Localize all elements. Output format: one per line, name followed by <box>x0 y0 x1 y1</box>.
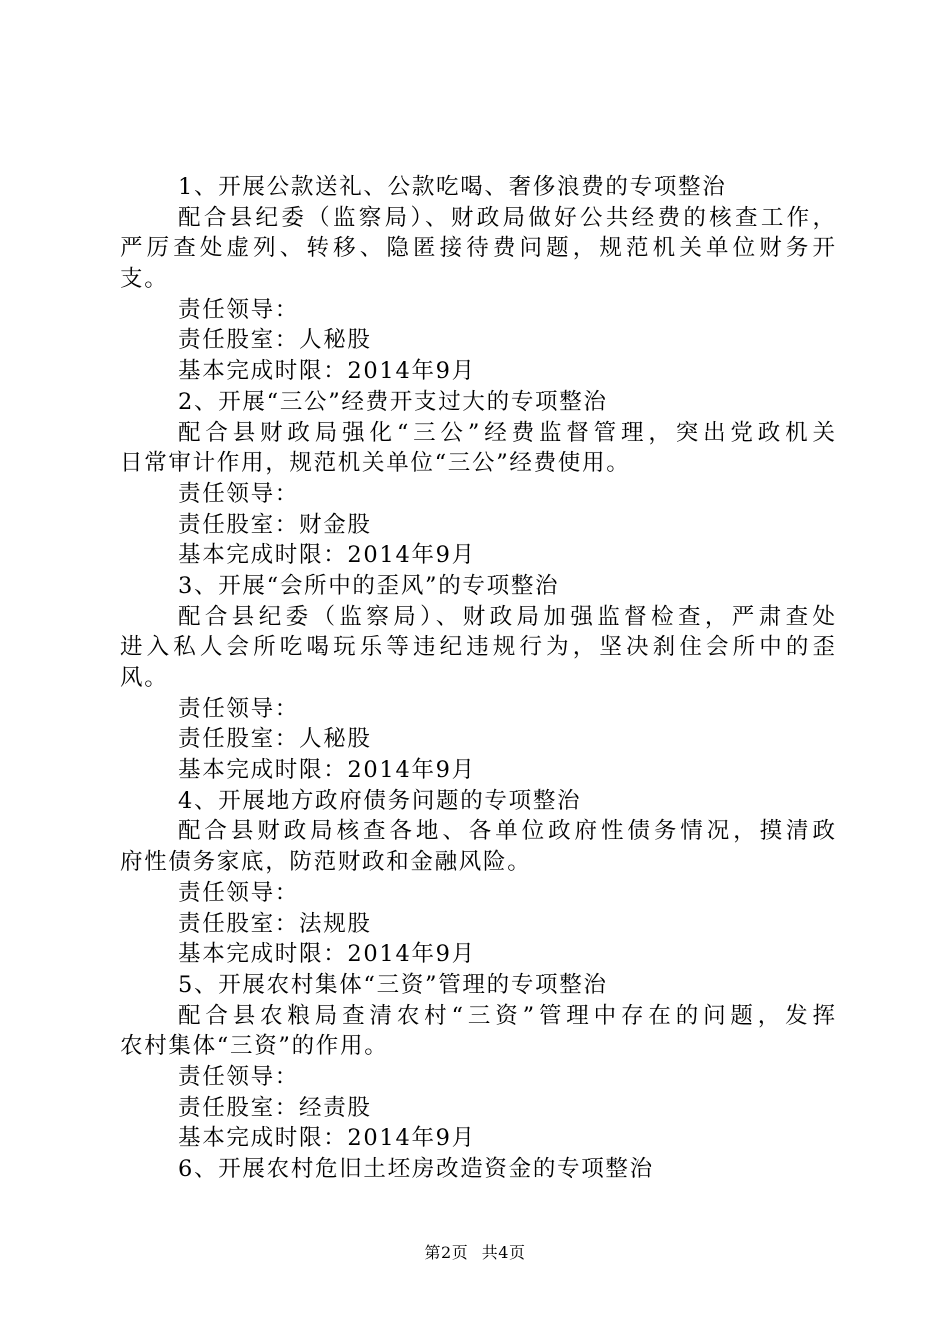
text-line: 2、开展“三公”经费开支过大的专项整治 <box>178 388 608 415</box>
text-line: 基本完成时限：2014年9月 <box>178 542 476 569</box>
text-line: 日常审计作用，规范机关单位“三公”经费使用。 <box>120 450 631 477</box>
page-number: 第2页 <box>424 1243 469 1262</box>
text-line: 责任领导： <box>178 296 300 323</box>
text-line: 责任股室：经责股 <box>178 1094 372 1121</box>
text-line: 1、开展公款送礼、公款吃喝、奢侈浪费的专项整治 <box>178 174 727 200</box>
text-line: 基本完成时限：2014年9月 <box>178 358 476 385</box>
text-line: 4、开展地方政府债务问题的专项整治 <box>178 787 582 814</box>
text-line: 基本完成时限：2014年9月 <box>178 1125 476 1152</box>
text-line: 风。 <box>120 665 169 691</box>
text-line: 责任股室：人秘股 <box>178 327 372 354</box>
text-line: 支。 <box>120 266 169 293</box>
page-total: 共4页 <box>481 1243 526 1262</box>
text-line: 严厉查处虚列、转移、隐匿接待费问题，规范机关单位财务开 <box>120 235 835 262</box>
text-line: 配合县农粮局查清农村“三资”管理中存在的问题，发挥 <box>178 1002 835 1029</box>
text-line: 基本完成时限：2014年9月 <box>178 757 476 784</box>
text-line: 责任股室：人秘股 <box>178 726 372 753</box>
text-line: 责任股室：财金股 <box>178 511 372 538</box>
text-line: 配合县纪委（监察局）、财政局做好公共经费的核查工作， <box>178 204 835 231</box>
text-line: 责任领导： <box>178 480 300 507</box>
text-line: 基本完成时限：2014年9月 <box>178 941 476 968</box>
text-line: 责任领导： <box>178 879 300 906</box>
text-line: 府性债务家底，防范财政和金融风险。 <box>120 849 532 876</box>
text-line: 6、开展农村危旧土坯房改造资金的专项整治 <box>178 1156 654 1182</box>
document-body <box>120 172 835 1185</box>
text-line: 配合县纪委（监察局）、财政局加强监督检查，严肃查处 <box>178 603 835 630</box>
text-line: 责任领导： <box>178 1063 300 1090</box>
text-line: 配合县财政局核查各地、各单位政府性债务情况，摸清政 <box>178 818 835 845</box>
text-line: 配合县财政局强化“三公”经费监督管理，突出党政机关 <box>178 419 835 446</box>
text-line: 责任领导： <box>178 695 300 722</box>
text-line: 责任股室：法规股 <box>178 910 372 937</box>
text-line: 进入私人会所吃喝玩乐等违纪违规行为，坚决刹住会所中的歪 <box>120 634 835 661</box>
page-footer <box>0 1243 950 1263</box>
text-line: 农村集体“三资”的作用。 <box>120 1033 389 1060</box>
text-line: 3、开展“会所中的歪风”的专项整治 <box>178 572 560 599</box>
text-line: 5、开展农村集体“三资”管理的专项整治 <box>178 971 608 998</box>
